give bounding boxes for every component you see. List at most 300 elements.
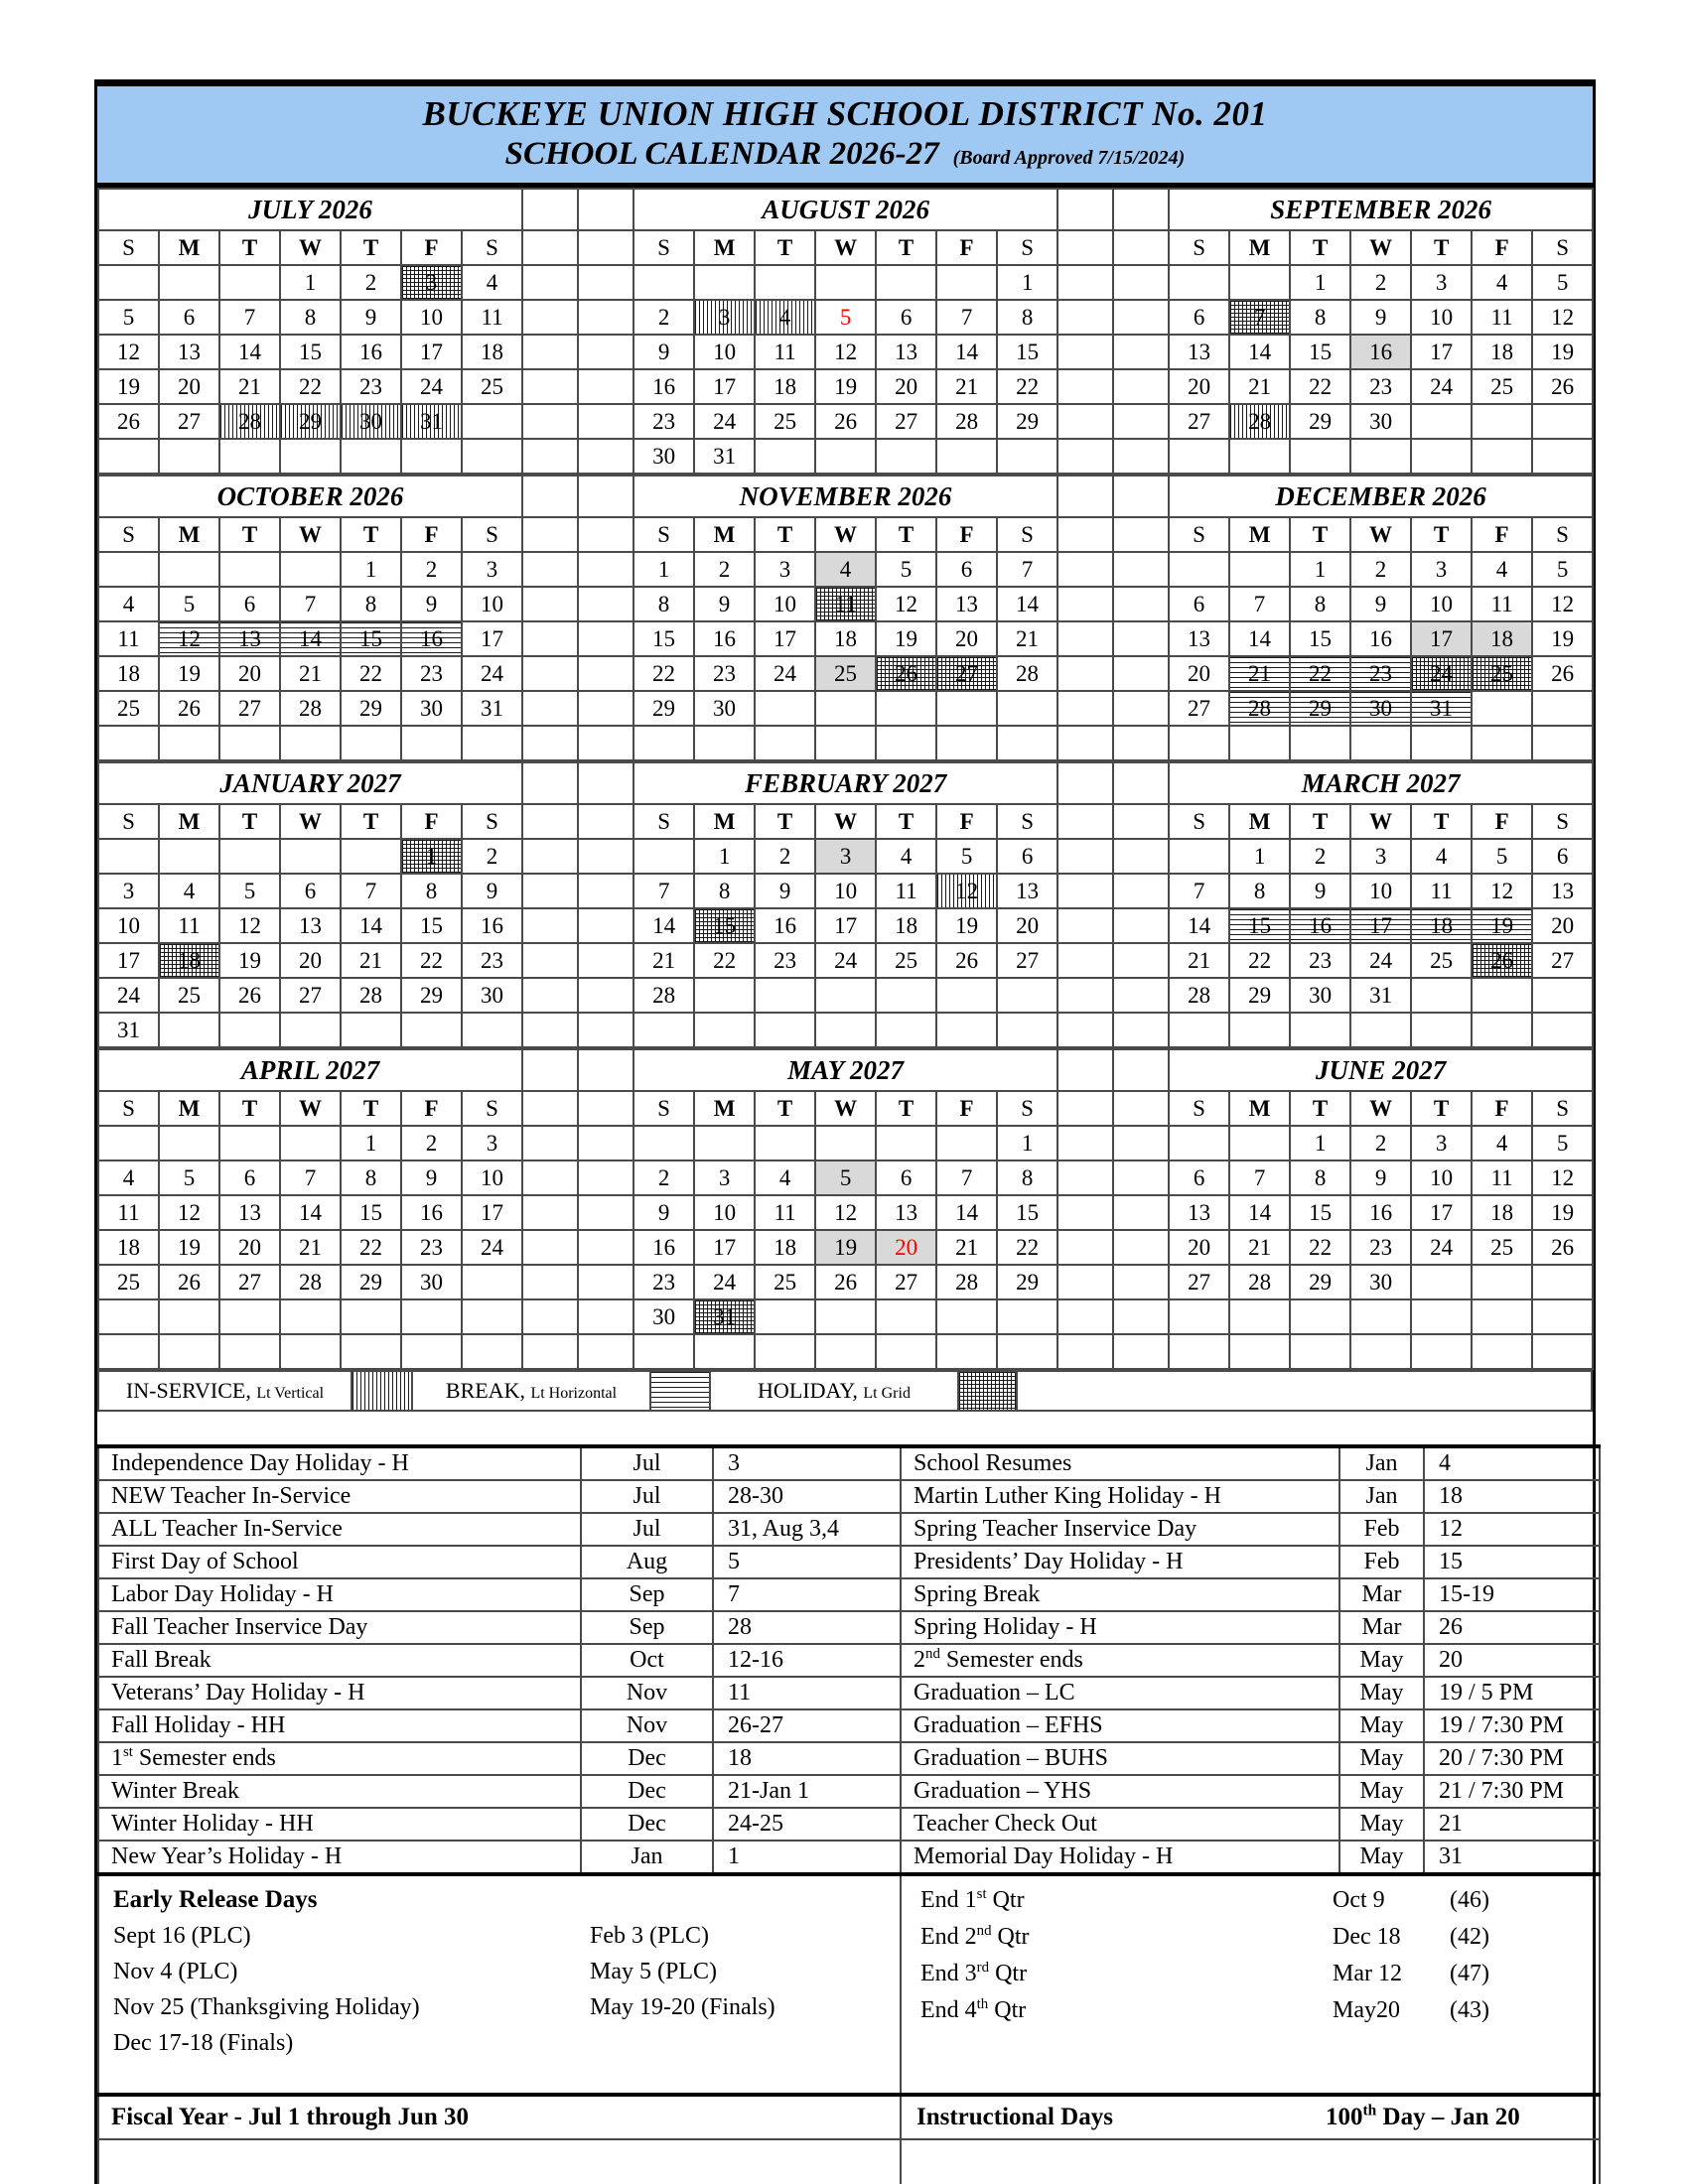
day-cell bbox=[694, 978, 755, 1013]
day-cell: 5 bbox=[159, 1160, 219, 1195]
day-cell: 3 bbox=[1350, 839, 1411, 874]
day-cell: 4 bbox=[815, 552, 876, 587]
day-cell: 21 bbox=[936, 1230, 997, 1265]
day-cell: 16 bbox=[341, 335, 401, 369]
day-cell: 23 bbox=[1350, 369, 1411, 404]
day-cell: 16 bbox=[401, 1195, 462, 1230]
day-cell: 20 bbox=[1169, 656, 1229, 691]
event-name: Winter Holiday - HH bbox=[98, 1808, 581, 1841]
day-cell bbox=[997, 1299, 1057, 1334]
day-cell: 21 bbox=[997, 621, 1057, 656]
week-row bbox=[98, 656, 1593, 691]
day-cell: 25 bbox=[1472, 656, 1532, 691]
spacer-cell bbox=[578, 335, 633, 369]
day-cell: 20 bbox=[159, 369, 219, 404]
day-cell bbox=[1472, 978, 1532, 1013]
day-cell: 24 bbox=[462, 1230, 522, 1265]
spacer-cell bbox=[1113, 439, 1169, 474]
spacer-cell bbox=[578, 804, 633, 839]
day-cell bbox=[1472, 691, 1532, 726]
day-cell: 10 bbox=[401, 300, 462, 335]
day-header-cell: S bbox=[98, 517, 159, 552]
day-cell: 29 bbox=[341, 691, 401, 726]
separator-cell bbox=[755, 726, 815, 760]
day-cell bbox=[936, 1299, 997, 1334]
day-header-cell: W bbox=[815, 804, 876, 839]
day-cell: 15 bbox=[1229, 908, 1290, 943]
day-header-cell: W bbox=[1350, 230, 1411, 265]
day-cell: 18 bbox=[159, 943, 219, 978]
spacer-cell bbox=[578, 1195, 633, 1230]
event-month: May bbox=[1339, 1808, 1424, 1841]
spacer bbox=[97, 1412, 1593, 1444]
day-cell: 18 bbox=[1472, 621, 1532, 656]
spacer-cell bbox=[1057, 978, 1113, 1013]
day-header-cell: M bbox=[159, 230, 219, 265]
day-cell bbox=[219, 1299, 280, 1334]
day-cell: 9 bbox=[401, 587, 462, 621]
spacer-cell bbox=[578, 439, 633, 474]
spacer-cell bbox=[578, 762, 633, 804]
day-cell bbox=[1472, 1299, 1532, 1334]
day-cell: 9 bbox=[694, 587, 755, 621]
spacer-cell bbox=[578, 552, 633, 587]
day-cell: 13 bbox=[876, 1195, 936, 1230]
day-cell: 6 bbox=[1169, 587, 1229, 621]
events-table bbox=[97, 1444, 1601, 2184]
spacer-cell bbox=[578, 517, 633, 552]
spacer-cell bbox=[1057, 1013, 1113, 1047]
day-cell: 15 bbox=[633, 621, 694, 656]
board-approved-note: (Board Approved 7/15/2024) bbox=[952, 147, 1186, 169]
event-row bbox=[98, 1775, 1600, 1808]
day-cell: 20 bbox=[219, 1230, 280, 1265]
day-cell: 2 bbox=[755, 839, 815, 874]
event-day: 11 bbox=[713, 1677, 901, 1709]
day-cell bbox=[936, 691, 997, 726]
day-header-cell: M bbox=[1229, 1091, 1290, 1126]
separator-cell bbox=[876, 1334, 936, 1369]
day-cell: 31 bbox=[462, 691, 522, 726]
day-cell: 30 bbox=[1350, 691, 1411, 726]
document-header bbox=[97, 86, 1593, 188]
spacer-cell bbox=[522, 1230, 578, 1265]
day-cell: 15 bbox=[1290, 621, 1350, 656]
day-cell: 9 bbox=[1350, 300, 1411, 335]
day-cell: 6 bbox=[997, 839, 1057, 874]
day-cell: 7 bbox=[280, 587, 341, 621]
day-cell bbox=[280, 552, 341, 587]
spacer-cell bbox=[1057, 804, 1113, 839]
separator-cell bbox=[341, 1334, 401, 1369]
separator-cell bbox=[815, 726, 876, 760]
event-name: Spring Break bbox=[901, 1578, 1339, 1611]
spacer-cell bbox=[578, 1049, 633, 1091]
spacer-cell bbox=[1113, 517, 1169, 552]
day-cell bbox=[633, 265, 694, 300]
separator-cell bbox=[1169, 726, 1229, 760]
day-cell bbox=[1411, 439, 1472, 474]
separator-cell bbox=[1057, 726, 1113, 760]
early-release-col2 bbox=[590, 1918, 775, 2061]
day-cell: 3 bbox=[694, 1160, 755, 1195]
day-cell bbox=[755, 691, 815, 726]
spacer-cell bbox=[1113, 621, 1169, 656]
day-header-cell: F bbox=[401, 230, 462, 265]
month-title: JUNE 2027 bbox=[1169, 1049, 1593, 1091]
day-cell: 27 bbox=[997, 943, 1057, 978]
separator-cell bbox=[280, 726, 341, 760]
separator-cell bbox=[1411, 726, 1472, 760]
month-title-row bbox=[98, 476, 1593, 517]
day-cell bbox=[694, 1013, 755, 1047]
spacer-cell bbox=[578, 691, 633, 726]
day-header-cell: F bbox=[1472, 230, 1532, 265]
day-cell bbox=[755, 1299, 815, 1334]
spacer-cell bbox=[522, 1265, 578, 1299]
day-cell bbox=[1290, 1013, 1350, 1047]
day-cell: 22 bbox=[633, 656, 694, 691]
spacer-cell bbox=[522, 874, 578, 908]
day-cell: 1 bbox=[1290, 265, 1350, 300]
day-cell: 7 bbox=[633, 874, 694, 908]
day-header-cell: T bbox=[755, 230, 815, 265]
spacer-cell bbox=[1113, 978, 1169, 1013]
day-cell: 26 bbox=[219, 978, 280, 1013]
spacer-cell bbox=[1113, 552, 1169, 587]
day-cell bbox=[876, 439, 936, 474]
day-cell: 1 bbox=[1290, 1126, 1350, 1160]
day-cell: 2 bbox=[401, 1126, 462, 1160]
legend-inservice-label: IN-SERVICE, Lt Vertical bbox=[98, 1371, 352, 1411]
event-day: 21-Jan 1 bbox=[713, 1775, 901, 1808]
day-cell: 13 bbox=[280, 908, 341, 943]
day-cell: 18 bbox=[755, 1230, 815, 1265]
day-cell bbox=[280, 839, 341, 874]
event-name: 2nd Semester ends bbox=[901, 1644, 1339, 1677]
day-cell: 28 bbox=[1169, 978, 1229, 1013]
day-cell: 14 bbox=[997, 587, 1057, 621]
month-title: FEBRUARY 2027 bbox=[633, 762, 1057, 804]
day-cell: 29 bbox=[1290, 1265, 1350, 1299]
day-cell: 21 bbox=[280, 1230, 341, 1265]
separator-cell bbox=[1169, 1334, 1229, 1369]
bottom-empty-row bbox=[98, 2139, 1600, 2184]
day-cell: 23 bbox=[462, 943, 522, 978]
day-header-cell: S bbox=[1532, 517, 1593, 552]
spacer-cell bbox=[1113, 656, 1169, 691]
day-cell: 8 bbox=[1290, 1160, 1350, 1195]
day-cell bbox=[1229, 439, 1290, 474]
month-title: JULY 2026 bbox=[98, 189, 522, 230]
day-cell bbox=[1350, 1299, 1411, 1334]
district-title: BUCKEYE UNION HIGH SCHOOL DISTRICT No. 201 bbox=[422, 94, 1268, 133]
day-cell: 27 bbox=[1532, 943, 1593, 978]
day-cell: 17 bbox=[755, 621, 815, 656]
day-cell bbox=[1229, 1299, 1290, 1334]
week-row bbox=[98, 369, 1593, 404]
event-month: Jan bbox=[1339, 1446, 1424, 1480]
month-title: AUGUST 2026 bbox=[633, 189, 1057, 230]
day-cell: 10 bbox=[755, 587, 815, 621]
day-cell: 31 bbox=[98, 1013, 159, 1047]
spacer-cell bbox=[1057, 874, 1113, 908]
day-cell: 16 bbox=[1350, 1195, 1411, 1230]
spacer-cell bbox=[578, 1230, 633, 1265]
event-day: 28 bbox=[713, 1611, 901, 1644]
event-name: New Year’s Holiday - H bbox=[98, 1841, 581, 1874]
event-day: 31 bbox=[1424, 1841, 1600, 1874]
day-cell: 1 bbox=[1229, 839, 1290, 874]
spacer-cell bbox=[1057, 839, 1113, 874]
event-month: Mar bbox=[1339, 1611, 1424, 1644]
day-cell: 6 bbox=[219, 1160, 280, 1195]
event-day: 12 bbox=[1424, 1513, 1600, 1546]
day-cell: 10 bbox=[462, 1160, 522, 1195]
day-cell: 18 bbox=[876, 908, 936, 943]
day-cell bbox=[876, 1126, 936, 1160]
day-cell: 7 bbox=[997, 552, 1057, 587]
day-cell: 2 bbox=[1350, 552, 1411, 587]
spacer-cell bbox=[522, 621, 578, 656]
day-header-cell: S bbox=[1169, 517, 1229, 552]
event-day: 24-25 bbox=[713, 1808, 901, 1841]
day-header-cell: W bbox=[1350, 517, 1411, 552]
spacer-cell bbox=[522, 476, 578, 517]
day-cell bbox=[341, 1013, 401, 1047]
day-cell: 17 bbox=[462, 1195, 522, 1230]
spacer-cell bbox=[578, 230, 633, 265]
spacer-cell bbox=[522, 978, 578, 1013]
day-cell: 6 bbox=[159, 300, 219, 335]
day-cell: 19 bbox=[98, 369, 159, 404]
day-cell: 8 bbox=[1290, 300, 1350, 335]
early-release-title: Early Release Days bbox=[113, 1886, 318, 1913]
day-cell: 11 bbox=[1411, 874, 1472, 908]
day-cell: 7 bbox=[280, 1160, 341, 1195]
spacer-cell bbox=[522, 404, 578, 439]
day-cell bbox=[341, 839, 401, 874]
day-header-cell: T bbox=[1411, 517, 1472, 552]
day-cell bbox=[876, 978, 936, 1013]
spacer-cell bbox=[1057, 587, 1113, 621]
day-cell: 10 bbox=[694, 335, 755, 369]
day-cell bbox=[98, 265, 159, 300]
day-cell: 25 bbox=[159, 978, 219, 1013]
week-row bbox=[98, 1299, 1593, 1334]
event-day: 18 bbox=[713, 1742, 901, 1775]
spacer-cell bbox=[522, 335, 578, 369]
spacer-cell bbox=[522, 552, 578, 587]
day-cell bbox=[755, 439, 815, 474]
early-release-col1 bbox=[113, 1918, 590, 2061]
day-header-row bbox=[98, 517, 1593, 552]
separator-cell bbox=[522, 726, 578, 760]
day-header-cell: S bbox=[1532, 1091, 1593, 1126]
day-cell bbox=[1290, 1299, 1350, 1334]
day-header-cell: S bbox=[462, 804, 522, 839]
early-release-item: Nov 4 (PLC) bbox=[113, 1959, 238, 1984]
day-cell bbox=[1229, 1013, 1290, 1047]
day-cell: 16 bbox=[694, 621, 755, 656]
week-row bbox=[98, 265, 1593, 300]
spacer-cell bbox=[578, 908, 633, 943]
day-cell: 4 bbox=[1472, 1126, 1532, 1160]
day-cell: 10 bbox=[1350, 874, 1411, 908]
spacer-cell bbox=[1113, 1091, 1169, 1126]
day-cell: 22 bbox=[694, 943, 755, 978]
day-cell: 1 bbox=[997, 1126, 1057, 1160]
day-cell: 6 bbox=[1169, 300, 1229, 335]
day-header-cell: S bbox=[1532, 230, 1593, 265]
day-cell: 1 bbox=[401, 839, 462, 874]
spacer-cell bbox=[578, 1091, 633, 1126]
spacer-cell bbox=[1057, 1195, 1113, 1230]
day-cell: 25 bbox=[815, 656, 876, 691]
day-header-cell: T bbox=[1290, 804, 1350, 839]
day-header-cell: S bbox=[633, 517, 694, 552]
event-row bbox=[98, 1480, 1600, 1513]
spacer-cell bbox=[1057, 1091, 1113, 1126]
spacer-cell bbox=[578, 189, 633, 230]
spacer-cell bbox=[578, 476, 633, 517]
event-day: 3 bbox=[713, 1446, 901, 1480]
day-cell: 7 bbox=[219, 300, 280, 335]
day-cell: 9 bbox=[462, 874, 522, 908]
day-header-cell: F bbox=[1472, 517, 1532, 552]
day-cell: 3 bbox=[1411, 552, 1472, 587]
calendar-band bbox=[97, 475, 1594, 761]
week-row bbox=[98, 1013, 1593, 1047]
day-cell bbox=[755, 1013, 815, 1047]
day-cell: 2 bbox=[1350, 1126, 1411, 1160]
day-cell: 14 bbox=[936, 335, 997, 369]
day-header-cell: M bbox=[694, 1091, 755, 1126]
day-cell bbox=[1350, 1013, 1411, 1047]
day-cell: 19 bbox=[876, 621, 936, 656]
day-cell bbox=[815, 1013, 876, 1047]
day-cell bbox=[219, 439, 280, 474]
legend-holiday-label: HOLIDAY, Lt Grid bbox=[710, 1371, 958, 1411]
day-cell: 23 bbox=[633, 404, 694, 439]
spacer-cell bbox=[522, 265, 578, 300]
day-cell: 18 bbox=[1472, 335, 1532, 369]
spacer-cell bbox=[578, 369, 633, 404]
event-month: Jul bbox=[581, 1513, 713, 1546]
spacer-cell bbox=[1113, 587, 1169, 621]
day-cell: 24 bbox=[401, 369, 462, 404]
day-cell: 5 bbox=[815, 300, 876, 335]
day-cell: 25 bbox=[1472, 369, 1532, 404]
spacer-cell bbox=[578, 978, 633, 1013]
day-cell bbox=[1411, 978, 1472, 1013]
event-row bbox=[98, 1808, 1600, 1841]
event-month: Feb bbox=[1339, 1546, 1424, 1578]
day-cell: 15 bbox=[280, 335, 341, 369]
day-cell: 6 bbox=[876, 300, 936, 335]
day-cell: 16 bbox=[1350, 621, 1411, 656]
day-cell bbox=[633, 1013, 694, 1047]
calendar-grid bbox=[97, 188, 1593, 1370]
day-cell bbox=[997, 1013, 1057, 1047]
day-cell: 15 bbox=[341, 1195, 401, 1230]
separator-cell bbox=[1472, 726, 1532, 760]
spacer-cell bbox=[1113, 1126, 1169, 1160]
day-cell: 9 bbox=[633, 1195, 694, 1230]
day-cell: 21 bbox=[1229, 1230, 1290, 1265]
day-cell: 1 bbox=[997, 265, 1057, 300]
separator-cell bbox=[1411, 1334, 1472, 1369]
day-header-cell: M bbox=[694, 804, 755, 839]
day-cell: 6 bbox=[219, 587, 280, 621]
spacer-cell bbox=[1113, 874, 1169, 908]
day-cell: 24 bbox=[1350, 943, 1411, 978]
separator-cell bbox=[876, 726, 936, 760]
week-row bbox=[98, 621, 1593, 656]
day-cell: 11 bbox=[159, 908, 219, 943]
day-cell bbox=[997, 439, 1057, 474]
day-header-cell: W bbox=[280, 1091, 341, 1126]
day-header-cell: T bbox=[876, 230, 936, 265]
event-month: May bbox=[1339, 1841, 1424, 1874]
day-cell: 5 bbox=[1532, 265, 1593, 300]
spacer-cell bbox=[522, 1195, 578, 1230]
day-cell: 30 bbox=[1350, 1265, 1411, 1299]
day-cell bbox=[1472, 439, 1532, 474]
day-cell: 25 bbox=[755, 1265, 815, 1299]
event-month: Mar bbox=[1339, 1578, 1424, 1611]
day-cell: 27 bbox=[876, 1265, 936, 1299]
week-row bbox=[98, 839, 1593, 874]
legend-break-swatch bbox=[650, 1371, 710, 1411]
day-cell bbox=[341, 1299, 401, 1334]
day-cell: 12 bbox=[815, 335, 876, 369]
day-cell: 4 bbox=[1472, 265, 1532, 300]
day-header-cell: M bbox=[1229, 804, 1290, 839]
separator-cell bbox=[98, 1334, 159, 1369]
day-cell: 28 bbox=[633, 978, 694, 1013]
separator-cell bbox=[694, 726, 755, 760]
separator-cell bbox=[462, 1334, 522, 1369]
day-cell bbox=[1532, 439, 1593, 474]
spacer-cell bbox=[522, 762, 578, 804]
day-cell bbox=[280, 1126, 341, 1160]
event-day: 18 bbox=[1424, 1480, 1600, 1513]
day-cell: 7 bbox=[936, 1160, 997, 1195]
day-cell: 5 bbox=[219, 874, 280, 908]
day-cell: 1 bbox=[341, 1126, 401, 1160]
event-day: 19 / 7:30 PM bbox=[1424, 1709, 1600, 1742]
day-cell: 17 bbox=[98, 943, 159, 978]
spacer-cell bbox=[1113, 908, 1169, 943]
day-cell: 29 bbox=[1290, 404, 1350, 439]
day-cell bbox=[1472, 1013, 1532, 1047]
day-cell: 12 bbox=[936, 874, 997, 908]
calendar-band bbox=[97, 1048, 1594, 1370]
day-cell: 8 bbox=[633, 587, 694, 621]
day-cell bbox=[755, 265, 815, 300]
spacer-cell bbox=[1113, 839, 1169, 874]
day-cell bbox=[936, 439, 997, 474]
day-cell: 27 bbox=[876, 404, 936, 439]
day-cell: 17 bbox=[1350, 908, 1411, 943]
day-cell: 21 bbox=[1229, 656, 1290, 691]
day-cell: 3 bbox=[815, 839, 876, 874]
event-name: Labor Day Holiday - H bbox=[98, 1578, 581, 1611]
day-cell bbox=[1532, 978, 1593, 1013]
day-cell bbox=[462, 1299, 522, 1334]
day-cell bbox=[936, 978, 997, 1013]
